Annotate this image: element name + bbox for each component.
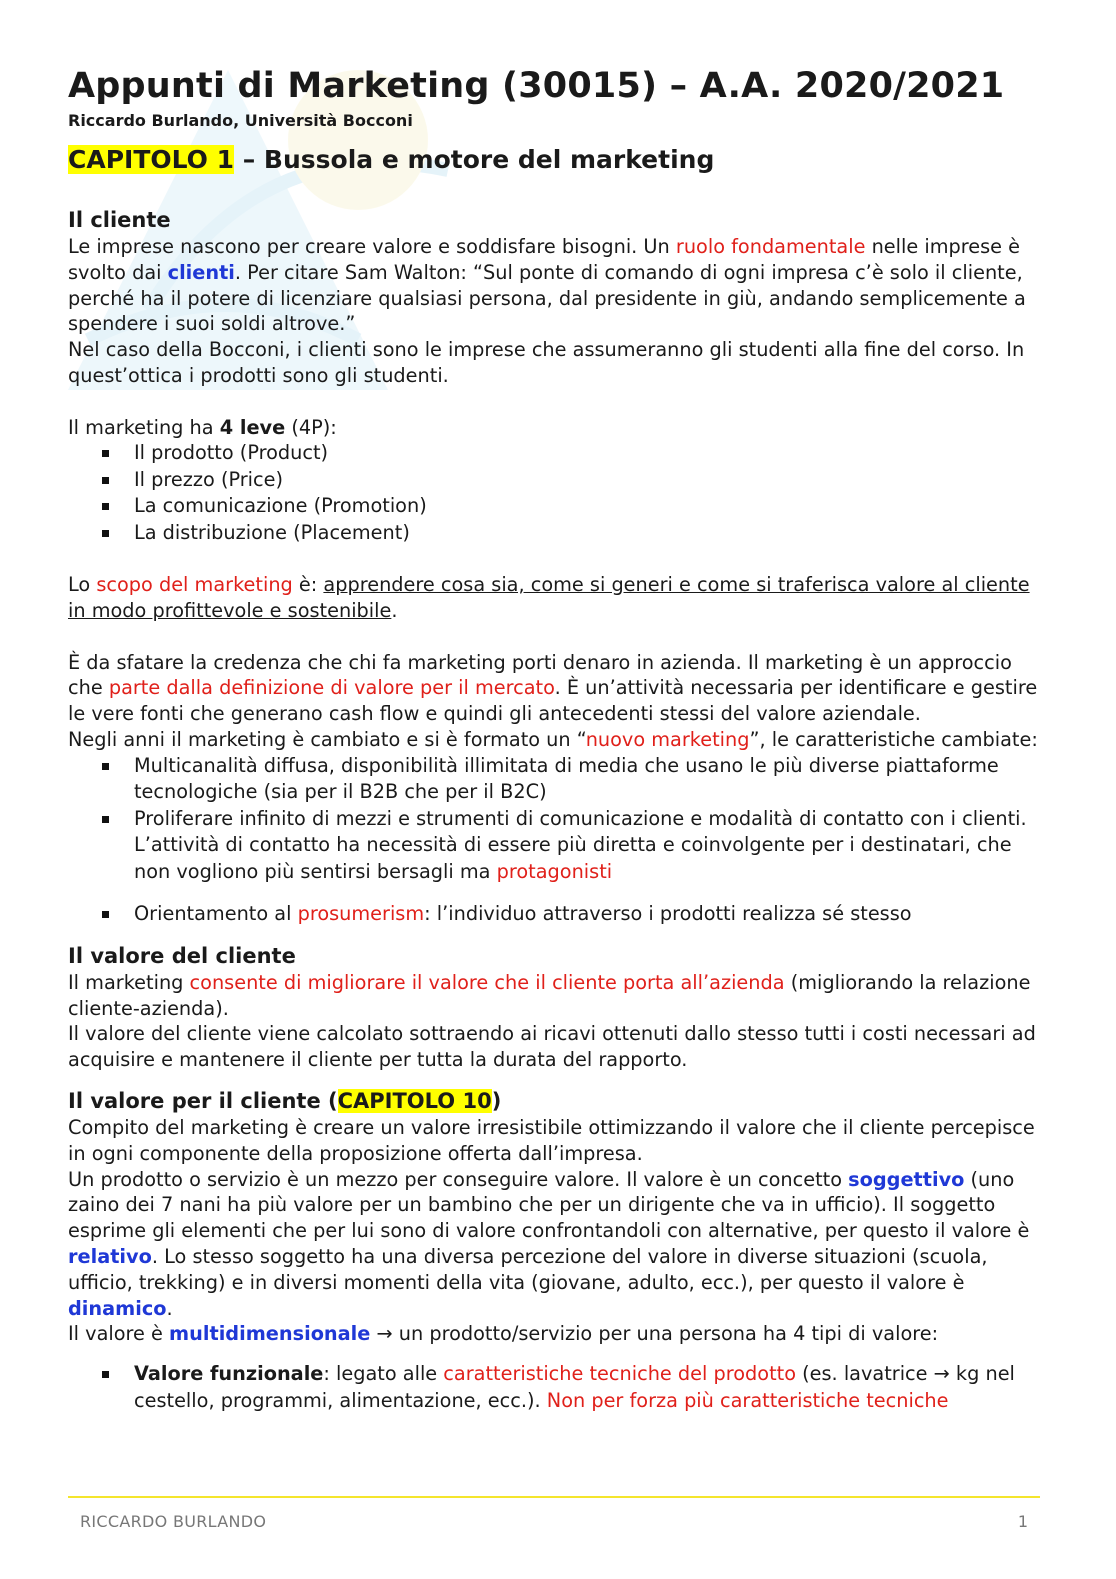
list-item: La distribuzione (Placement) [68, 520, 1048, 547]
section-heading-valore-per-il-cliente: Il valore per il cliente (CAPITOLO 10) [68, 1088, 502, 1113]
paragraph: Il marketing consente di migliorare il valore che il cliente porta all’azienda (migliorando la relazione cliente-azienda). [68, 970, 1031, 1020]
document-title: Appunti di Marketing (30015) – A.A. 2020/2021 [68, 66, 1005, 106]
chapter-heading [68, 140, 1048, 180]
list-item: Proliferare infinito di mezzi e strumenti di comunicazione e modalità di contatto con i clienti. L’attività di contatto ha necessità di essere più diretta e coinvolgente per i destinatari, che non vogliono più sentirsi bersagli ma protagonisti [68, 806, 1048, 886]
paragraph: Negli anni il marketing è cambiato e si è formato un “nuovo marketing”, le caratteristiche cambiate: [68, 727, 1038, 751]
section-heading-cliente: Il cliente [68, 208, 171, 232]
section-heading-valore-del-cliente: Il valore del cliente [68, 943, 296, 968]
chapter-label: CAPITOLO 1 [68, 145, 235, 174]
page-footer [68, 1496, 1040, 1531]
footer-author: RICCARDO BURLANDO [80, 1512, 267, 1531]
tipi-valore-list [68, 1361, 1048, 1414]
chapter-title: – Bussola e motore del marketing [234, 145, 715, 174]
paragraph: Il valore è multidimensionale → un prodotto/servizio per una persona ha 4 tipi di valore: [68, 1322, 939, 1346]
list-item: Il prezzo (Price) [68, 467, 1048, 494]
paragraph: Le imprese nascono per creare valore e soddisfare bisogni. Un ruolo fondamentale nelle imprese è svolto dai clienti. Per citare Sam Walton: “Sul ponte di comando di ogni impresa c’è solo il cliente, perché ha il potere di licenziare qualsiasi persona, dal presidente in giù, andando semplicemente a spendere i suoi soldi altrove.” [68, 235, 1026, 336]
paragraph: È da sfatare la credenza che chi fa marketing porti denaro in azienda. Il marketing è un approccio che parte dalla definizione di valore per il mercato. È un’attività necessaria per identificare e gestire le vere fonti che generano cash flow e quindi gli antecedenti stessi del valore aziendale. [68, 650, 1038, 726]
list-item: Valore funzionale: legato alle caratteristiche tecniche del prodotto (es. lavatrice → kg nel cestello, programmi, alimentazione, ecc.). Non per forza più caratteristiche tecniche [68, 1361, 1048, 1414]
paragraph: Nel caso della Bocconi, i clienti sono le imprese che assumeranno gli studenti alla fine del corso. In quest’ottica i prodotti sono gli studenti. [68, 338, 1025, 387]
page-number: 1 [1017, 1512, 1028, 1531]
paragraph: Lo scopo del marketing è: apprendere cosa sia, come si generi e come si traferisca valore al cliente in modo profittevole e sostenibile. [68, 573, 1030, 622]
paragraph: Il valore del cliente viene calcolato sottraendo ai ricavi ottenuti dallo stesso tutti i costi necessari ad acquisire e mantenere il cliente per tutta la durata del rapporto. [68, 1022, 1036, 1072]
list-item: Multicanalità diffusa, disponibilità illimitata di media che usano le più diverse piattaforme tecnologiche (sia per il B2B che per il B2C) [68, 753, 1048, 806]
paragraph: Il marketing ha 4 leve (4P): [68, 415, 337, 439]
paragraph: Compito del marketing è creare un valore irresistibile ottimizzando il valore che il cliente percepisce in ogni componente della proposizione offerta dall’impresa. [68, 1115, 1035, 1165]
cambi-list [68, 753, 1048, 928]
document-page [68, 62, 1048, 1414]
list-item: La comunicazione (Promotion) [68, 493, 1048, 520]
list-item: Il prodotto (Product) [68, 440, 1048, 467]
document-author: Riccardo Burlando, Università Bocconi [68, 111, 413, 130]
leve-list [68, 440, 1048, 546]
paragraph: Un prodotto o servizio è un mezzo per conseguire valore. Il valore è un concetto soggettivo (uno zaino dei 7 nani ha più valore per un bambino che per un dirigente che va in ufficio). Il soggetto esprime gli elementi che per lui sono di valore confrontandoli con alternative, per questo il valore è relativo. Lo stesso soggetto ha una diversa percezione del valore in diverse situazioni (scuola, ufficio, trekking) e in diversi momenti della vita (giovane, adulto, ecc.), per questo il valore è dinamico. [68, 1167, 1030, 1320]
list-item: Orientamento al prosumerism: l’individuo attraverso i prodotti realizza sé stesso [68, 901, 1048, 928]
